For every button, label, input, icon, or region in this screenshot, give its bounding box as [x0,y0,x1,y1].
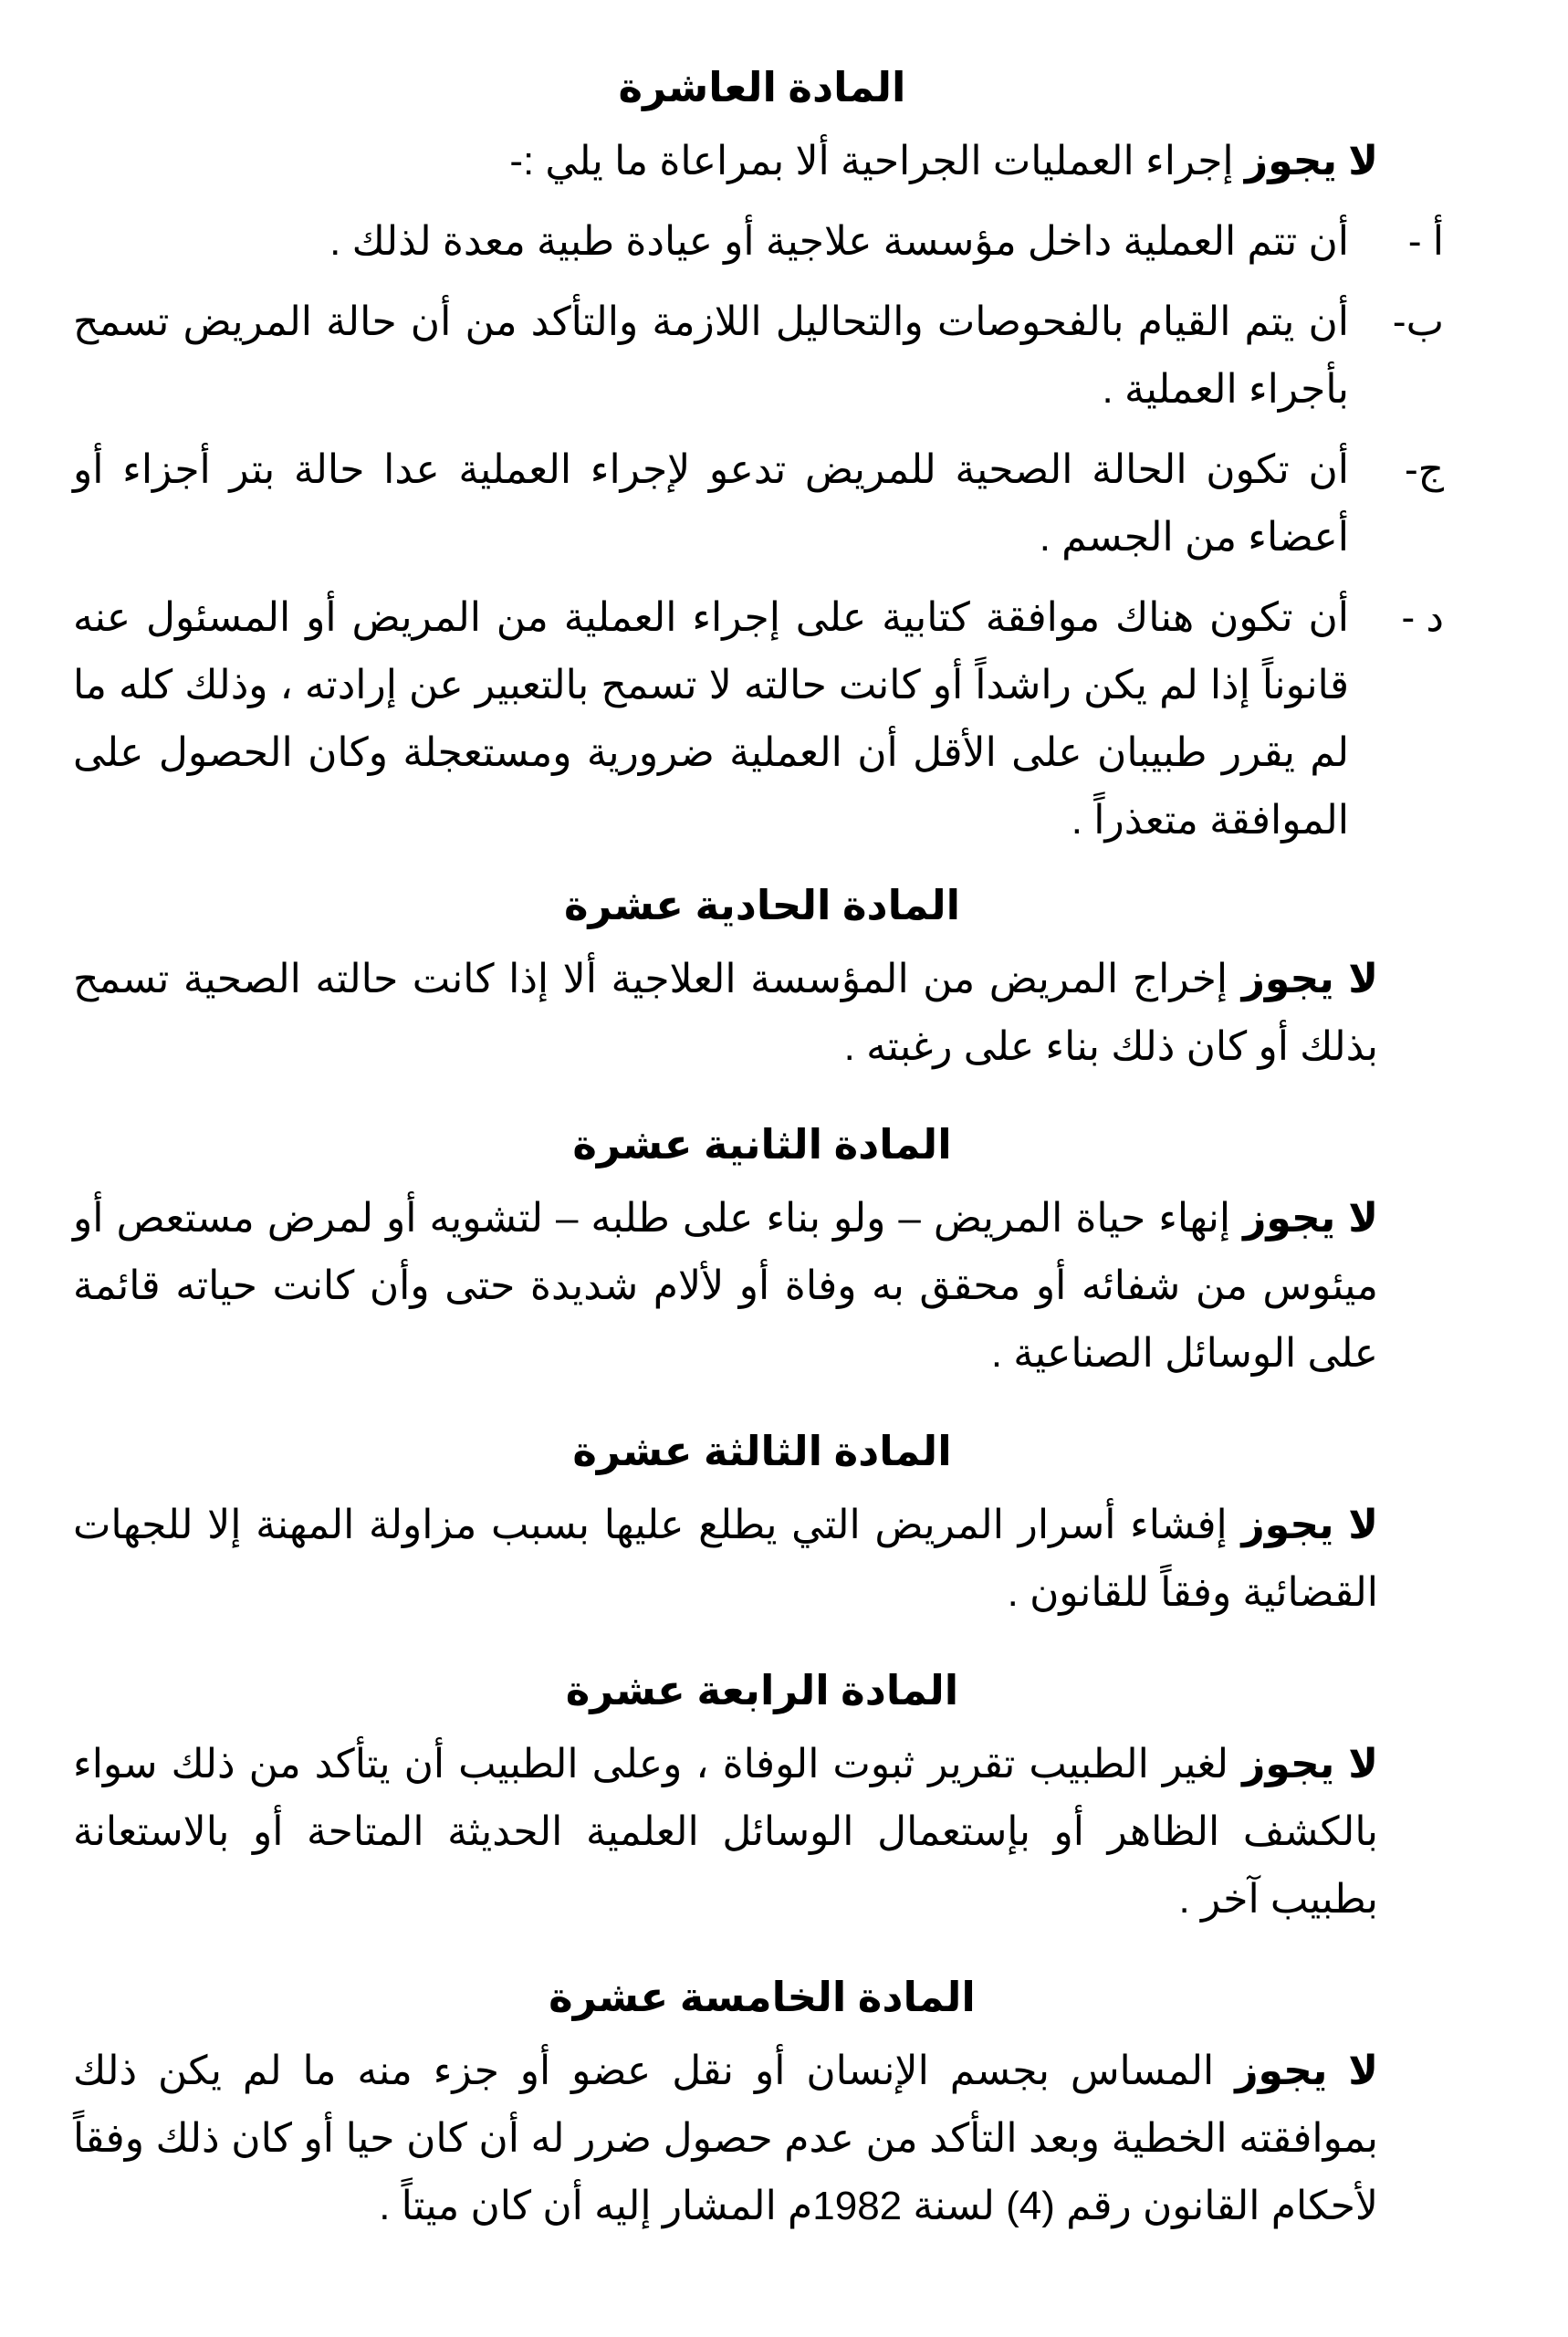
list-item [73,584,1451,854]
article-15-body [73,2038,1451,2240]
article-10-intro [73,128,1451,195]
list-item-text: أن تكون هناك موافقة كتابية على إجراء العملية من المريض أو المسئول عنه قانوناً إذا لم يكن راشداً أو كانت حالته لا تسمح بالتعبير عن إرادته ، وذلك كله ما لم يقرر طبيبان على الأقل أن العملية ضرورية ومستعجلة وكان الحصول على الموافقة متعذراً . [73,595,1349,843]
article-11-heading: المادة الحادية عشرة [563,882,961,928]
list-item [73,288,1451,424]
article-15-lead: لا يجوز [1235,2049,1379,2093]
list-item-text: أن تكون الحالة الصحية للمريض تدعو لإجراء العملية عدا حالة بتر أجزاء أو أعضاء من الجسم . [73,447,1349,560]
list-item-marker: أ - [1407,219,1444,264]
article-13-body [73,1492,1451,1627]
article-14-body [73,1731,1451,1934]
list-item [73,436,1451,571]
article-15-heading: المادة الخامسة عشرة [549,1974,976,2020]
article-13-lead: لا يجوز [1241,1503,1378,1547]
list-item [73,208,1451,276]
article-14-heading: المادة الرابعة عشرة [565,1667,959,1713]
article-13-heading: المادة الثالثة عشرة [572,1428,952,1474]
article-12-heading: المادة الثانية عشرة [572,1121,952,1168]
list-item-marker: د - [1401,595,1444,640]
list-item-text: أن يتم القيام بالفحوصات والتحاليل اللازمة والتأكد من أن حالة المريض تسمح بأجراء العملية . [73,299,1349,412]
article-15-text: المساس بجسم الإنسان أو نقل عضو أو جزء منه ما لم يكن ذلك بموافقته الخطية وبعد التأكد من عدم حصول ضرر له أن كان حيا أو كان ذلك وفقاً لأحكام القانون رقم (4) لسنة 1982م المشار إليه أن كان ميتاً . [73,2049,1378,2228]
article-10-intro-text: إجراء العمليات الجراحية ألا بمراعاة ما يلي :- [509,139,1245,183]
article-10-heading: المادة العاشرة [618,64,906,110]
article-10-lead: لا يجوز [1244,139,1378,183]
article-11-text: إخراج المريض من المؤسسة العلاجية ألا إذا كانت حالته الصحية تسمح بذلك أو كان ذلك بناء على رغبته . [73,957,1378,1069]
article-13-text: إفشاء أسرار المريض التي يطلع عليها بسبب مزاولة المهنة إلا للجهات القضائية وفقاً للقانون . [73,1503,1378,1615]
article-12-body [73,1185,1451,1388]
article-11-lead: لا يجوز [1241,957,1378,1001]
list-item-text: أن تتم العملية داخل مؤسسة علاجية أو عيادة طبية معدة لذلك . [329,219,1349,264]
article-12-lead: لا يجوز [1243,1196,1379,1241]
article-11-body [73,946,1451,1081]
article-10-list [73,208,1451,854]
list-item-marker: ب- [1392,299,1444,344]
list-item-marker: ج- [1404,447,1444,492]
article-12-text: إنهاء حياة المريض – ولو بناء على طلبه – لتشويه أو لمرض مستعص أو ميئوس من شفائه أو محقق به وفاة أو لألام شديدة حتى وأن كانت حياته قائمة على الوسائل الصناعية . [73,1196,1378,1376]
article-14-text: لغير الطبيب تقرير ثبوت الوفاة ، وعلى الطبيب أن يتأكد من ذلك سواء بالكشف الظاهر أو بإستعمال الوسائل العلمية الحديثة المتاحة أو بالاستعانة بطبيب آخر . [73,1742,1378,1922]
article-14-lead: لا يجوز [1242,1742,1378,1787]
